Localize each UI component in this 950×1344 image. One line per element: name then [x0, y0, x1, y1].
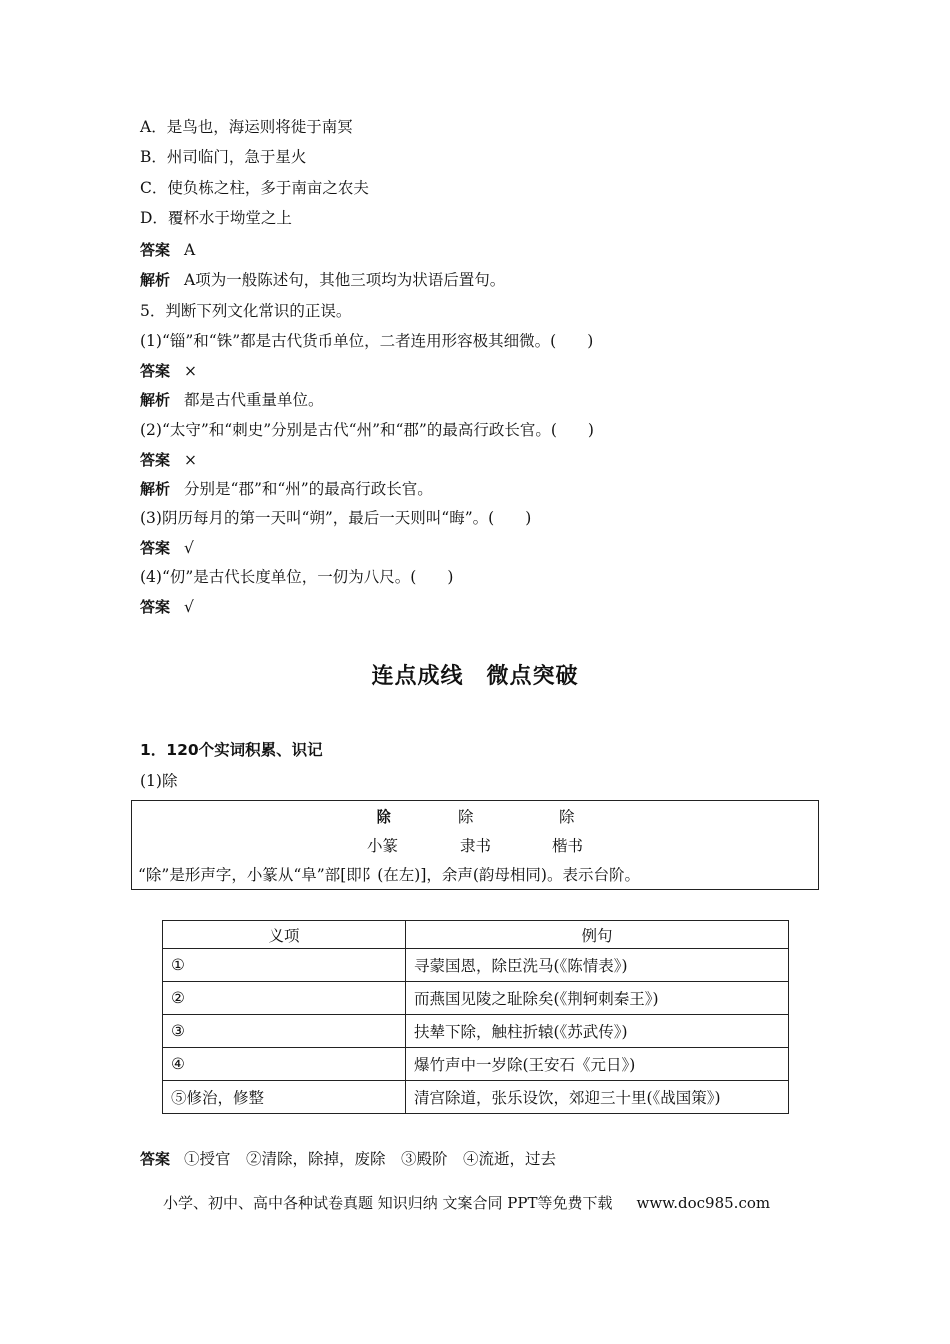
page-footer: [163, 1192, 770, 1213]
q5-item-1-answer-line: [140, 361, 197, 381]
table-row: [163, 949, 789, 982]
meanings-table: [162, 920, 789, 1114]
script-name-seal: 小篆: [367, 837, 399, 855]
q5-item-1-analysis: 都是古代重量单位。: [184, 391, 324, 409]
meaning-cell: ①: [163, 949, 406, 982]
word-heading: (1)除: [140, 772, 178, 790]
option-b: B．州司临门，急于星火: [140, 148, 307, 166]
q5-item-2: (2)“太守”和“刺史”分别是古代“州”和“郡”的最高行政长官。( ): [140, 421, 594, 439]
q5-item-1-answer: ×: [184, 362, 198, 380]
q5-item-4-answer: √: [184, 598, 194, 616]
sub-title: 1．120个实词积累、识记: [140, 741, 323, 759]
footer-text: 小学、初中、高中各种试卷真题 知识归纳 文案合同 PPT等免费下载: [163, 1194, 613, 1212]
meaning-cell: ③: [163, 1015, 406, 1048]
meaning-cell: ②: [163, 982, 406, 1015]
analysis-label: 解析: [140, 391, 171, 409]
script-name-row: [132, 834, 818, 854]
etymology-description: “除”是形声字，小篆从“阜”部[即阝(在左)]，余声(韵母相同)。表示台阶。: [138, 866, 640, 884]
example-cell: 寻蒙国恩，除臣洗马(《陈情表》): [406, 949, 789, 982]
option-c: C．使负栋之柱，多于南亩之农夫: [140, 179, 369, 197]
example-cell: 清宫除道，张乐设饮，郊迎三十里(《战国策》): [406, 1081, 789, 1114]
table-row: [163, 982, 789, 1015]
q4-analysis: A项为一般陈述句，其他三项均为状语后置句。: [184, 271, 506, 289]
meaning-cell: ④: [163, 1048, 406, 1081]
table-row: [163, 1015, 789, 1048]
q4-answer-line: [140, 240, 195, 260]
q5-prompt: 5．判断下列文化常识的正误。: [140, 302, 352, 320]
answer-label: 答案: [140, 241, 171, 259]
etymology-box: [131, 800, 819, 890]
seal-script-glyph: 除: [376, 808, 391, 826]
final-answer: ①授官 ②清除，除掉，废除 ③殿阶 ④流逝，过去: [184, 1150, 557, 1168]
q5-item-4: (4)“仞”是古代长度单位，一仞为八尺。( ): [140, 568, 454, 586]
meaning-cell: ⑤修治，修整: [163, 1081, 406, 1114]
q5-item-2-answer: ×: [184, 451, 198, 469]
option-d: D．覆杯水于坳堂之上: [140, 209, 292, 227]
script-name-clerical: 隶书: [460, 837, 492, 855]
example-cell: 爆竹声中一岁除(王安石《元日》): [406, 1048, 789, 1081]
section-title: 连点成线 微点突破: [371, 664, 579, 689]
table-header-row: [163, 921, 789, 949]
header-meaning: 义项: [163, 921, 406, 949]
answer-label: 答案: [140, 1150, 171, 1168]
analysis-label: 解析: [140, 271, 171, 289]
example-cell: 而燕国见陵之耻除矣(《荆轲刺秦王》): [406, 982, 789, 1015]
table-row: [163, 1048, 789, 1081]
q4-answer: A: [184, 241, 196, 259]
final-answer-line: [140, 1149, 556, 1169]
q5-item-2-analysis: 分别是“郡”和“州”的最高行政长官。: [184, 480, 433, 498]
script-name-regular: 楷书: [552, 837, 584, 855]
glyph-row: [132, 805, 818, 829]
q5-item-2-answer-line: [140, 450, 197, 470]
q5-item-4-answer-line: [140, 597, 194, 617]
answer-label: 答案: [140, 598, 171, 616]
q5-item-1-analysis-line: [140, 390, 324, 410]
answer-label: 答案: [140, 451, 171, 469]
q5-item-1: (1)“锱”和“铢”都是古代货币单位，二者连用形容极其细微。( ): [140, 332, 594, 350]
q4-analysis-line: [140, 270, 505, 290]
answer-label: 答案: [140, 539, 171, 557]
option-a: A．是鸟也，海运则将徙于南冥: [140, 118, 353, 136]
q5-item-3-answer: √: [184, 539, 194, 557]
q5-item-2-analysis-line: [140, 479, 433, 499]
header-example: 例句: [406, 921, 789, 949]
footer-url[interactable]: www.doc985.com: [636, 1194, 771, 1212]
analysis-label: 解析: [140, 480, 171, 498]
clerical-script-glyph: 除: [458, 808, 474, 826]
answer-label: 答案: [140, 362, 171, 380]
table-row: [163, 1081, 789, 1114]
example-cell: 扶辇下除，触柱折辕(《苏武传》): [406, 1015, 789, 1048]
q5-item-3-answer-line: [140, 538, 194, 558]
q5-item-3: (3)阴历每月的第一天叫“朔”，最后一天则叫“晦”。( ): [140, 509, 532, 527]
regular-script-glyph: 除: [559, 808, 575, 826]
